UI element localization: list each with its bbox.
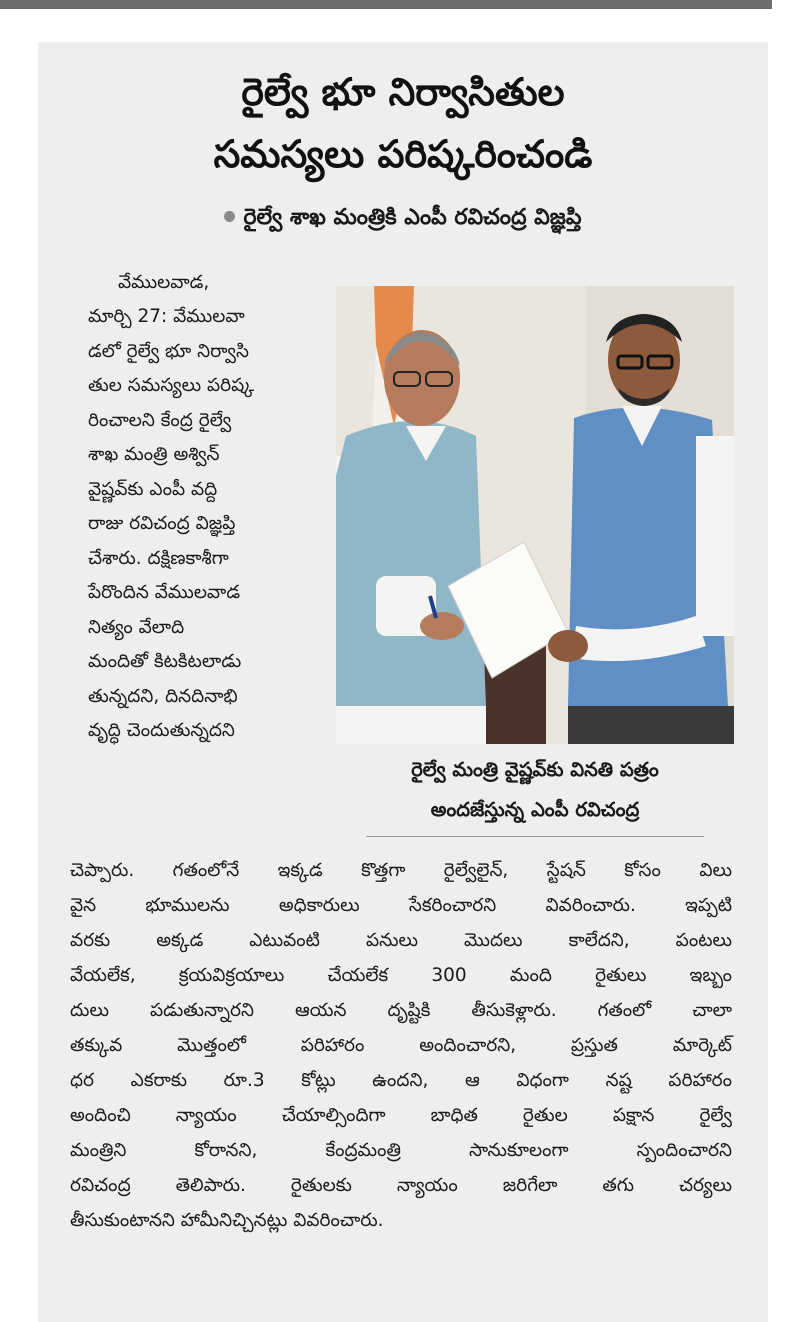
body-line: దులు పడుతున్నారని ఆయన దృష్టికి తీసుకెళ్లారు. గతంలో చాలా bbox=[70, 1000, 732, 1021]
column-line: శాఖ మంత్రి అశ్విన్ bbox=[88, 444, 220, 465]
subheadline bbox=[38, 200, 768, 236]
body-line: వరకు అక్కడ ఎటువంటి పనులు మొదలు కాలేదని, పంటలు bbox=[70, 930, 732, 951]
column-line: వైష్ణవ్‌కు ఎంపీ వద్ది bbox=[88, 479, 218, 500]
column-line: తుల సమస్యలు పరిష్క bbox=[88, 375, 255, 396]
body-line: వేయలేక, క్రయవిక్రయాలు చేయలేక 300 మంది రైతులు ఇబ్బం bbox=[70, 965, 732, 986]
body-line: చెప్పారు. గతంలోనే ఇక్కడ కొత్తగా రైల్వేలైన్, స్టేషన్ కోసం విలు bbox=[70, 860, 732, 881]
column-line: రించాలని కేంద్ర రైల్వే bbox=[88, 410, 232, 431]
column-line: తున్నదని, దినదినాభి bbox=[88, 686, 238, 707]
caption-divider bbox=[366, 836, 704, 837]
photo-caption-line-1: రైల్వే మంత్రి వైష్ణవ్‌కు వినతి పత్రం bbox=[411, 758, 659, 781]
newspaper-clipping bbox=[38, 42, 768, 1322]
column-line: వృద్ధి చెందుతున్నదని bbox=[88, 720, 235, 741]
column-line: రాజు రవిచంద్ర విజ్ఞప్తి bbox=[88, 513, 236, 534]
headline-line-1: రైల్వే భూ నిర్వాసితుల bbox=[241, 70, 565, 114]
body-line: అందించి న్యాయం చేయాల్సిందిగా బాధిత రైతుల పక్షాన రైల్వే bbox=[70, 1105, 732, 1126]
column-line: వేములవాడ, bbox=[118, 272, 210, 293]
top-border-bar bbox=[0, 0, 772, 9]
body-line: తక్కువ మొత్తంలో పరిహారం అందించారని, ప్రస్తుత మార్కెట్ bbox=[70, 1035, 732, 1056]
column-line: నిత్యం వేలాది bbox=[88, 617, 185, 638]
photo-illustration bbox=[336, 286, 734, 744]
column-line: డలో రైల్వే భూ నిర్వాసి bbox=[88, 341, 249, 362]
column-line: చేశారు. దక్షిణకాశీగా bbox=[88, 548, 229, 569]
column-line: మందితో కిటకిటలాడు bbox=[88, 651, 242, 672]
body-line: వైన భూములను అధికారులు సేకరించారని వివరించారు. ఇప్పటి bbox=[70, 895, 732, 916]
news-photo bbox=[336, 286, 734, 744]
column-line: పేరొందిన వేములవాడ bbox=[88, 582, 241, 603]
photo-caption-line-2: అందజేస్తున్న ఎంపీ రవిచంద్ర bbox=[430, 798, 640, 821]
column-line: మార్చి 27: వేములవా bbox=[88, 306, 245, 327]
body-line: తీసుకుంటానని హామీనిచ్చినట్లు వివరించారు. bbox=[70, 1210, 384, 1231]
bullet-dot-icon bbox=[224, 211, 235, 222]
subheadline-text: రైల్వే శాఖ మంత్రికి ఎంపీ రవిచంద్ర విజ్ఞప్తి bbox=[243, 205, 582, 230]
body-line: ధర ఎకరాకు రూ.3 కోట్లు ఉందని, ఆ విధంగా నష్ట పరిహారం bbox=[70, 1070, 732, 1091]
headline-line-2: సమస్యలు పరిష్కరించండి bbox=[213, 132, 593, 176]
body-line: రవిచంద్ర తెలిపారు. రైతులకు న్యాయం జరిగేలా తగు చర్యలు bbox=[70, 1175, 732, 1196]
body-line: మంత్రిని కోరానని, కేంద్రమంత్రి సానుకూలంగా స్పందించారని bbox=[70, 1140, 732, 1161]
